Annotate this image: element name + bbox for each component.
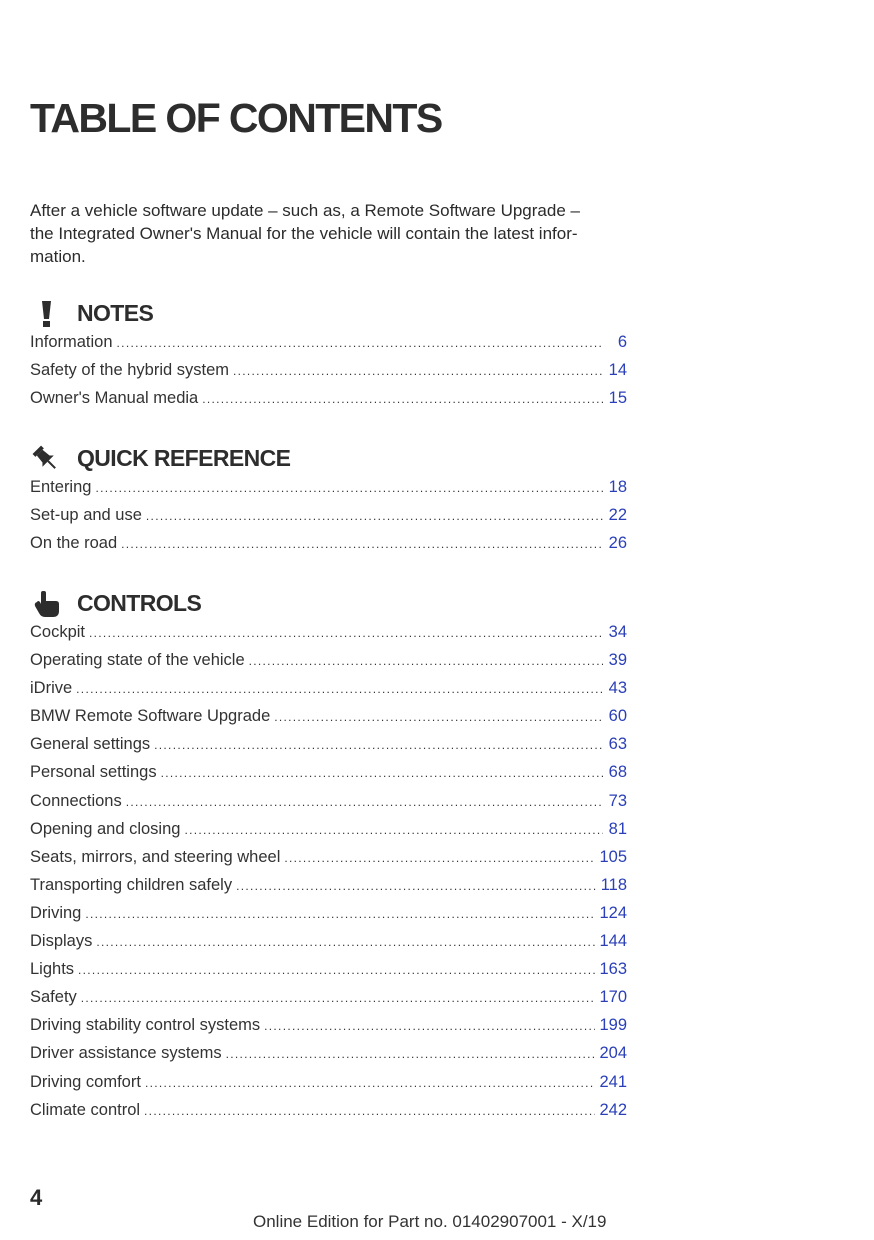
dot-leader — [284, 851, 595, 865]
dot-leader — [144, 1104, 595, 1118]
toc-entry-label: Driving — [30, 903, 82, 922]
toc-page-link[interactable]: 22 — [608, 506, 627, 525]
dot-leader — [146, 509, 603, 523]
dot-leader — [85, 907, 595, 921]
dot-leader — [126, 795, 603, 809]
toc-entry[interactable] — [30, 1016, 627, 1044]
toc-entry[interactable] — [30, 1101, 627, 1129]
toc-entry[interactable] — [30, 1073, 627, 1101]
toc-entry-label: BMW Remote Software Upgrade — [30, 707, 271, 726]
dot-leader — [121, 537, 603, 551]
toc-entry-label: Transporting children safely — [30, 875, 233, 894]
toc-entry-label: iDrive — [30, 679, 73, 698]
toc-entry-label: Driving comfort — [30, 1072, 141, 1091]
dot-leader — [161, 766, 603, 780]
toc-page-link[interactable]: 15 — [608, 389, 627, 408]
toc-entry-label: Connections — [30, 791, 122, 810]
toc-page-link[interactable]: 18 — [608, 478, 627, 496]
section-title: CONTROLS — [77, 590, 202, 616]
toc-entry[interactable] — [30, 361, 627, 389]
toc-page-link[interactable]: 241 — [599, 1072, 627, 1091]
toc-entry-label: Set-up and use — [30, 506, 142, 525]
dot-leader — [184, 823, 603, 837]
pointing-hand-icon — [30, 590, 66, 618]
toc-entry[interactable] — [30, 848, 627, 876]
toc-entry[interactable] — [30, 904, 627, 932]
dot-leader — [226, 1047, 596, 1061]
toc-list — [30, 333, 627, 417]
toc-page-link[interactable]: 199 — [599, 1016, 627, 1035]
toc-entry[interactable] — [30, 679, 627, 707]
toc-entry[interactable] — [30, 707, 627, 735]
section-title: QUICK REFERENCE — [77, 445, 291, 471]
toc-entry[interactable] — [30, 623, 627, 651]
toc-page-link[interactable]: 144 — [599, 932, 627, 951]
toc-entry[interactable] — [30, 763, 627, 791]
toc-entry[interactable] — [30, 651, 627, 679]
dot-leader — [233, 364, 603, 378]
dot-leader — [78, 963, 595, 977]
toc-entry[interactable] — [30, 792, 627, 820]
toc-entry[interactable] — [30, 1044, 627, 1072]
toc-page-link[interactable]: 118 — [600, 875, 627, 894]
pushpin-icon — [30, 445, 66, 473]
toc-entry-label: Displays — [30, 932, 93, 951]
toc-page-link[interactable]: 34 — [608, 623, 627, 641]
toc-entry-label: Operating state of the vehicle — [30, 651, 245, 670]
toc-entry-label: General settings — [30, 735, 151, 754]
toc-page-link[interactable]: 39 — [608, 651, 627, 670]
toc-entry-label: Owner's Manual media — [30, 389, 199, 408]
toc-page-link[interactable]: 68 — [608, 763, 627, 782]
toc-entry[interactable] — [30, 333, 627, 361]
intro-line: mation. — [30, 247, 86, 266]
section-header — [30, 300, 627, 328]
toc-page-link[interactable]: 26 — [608, 534, 627, 553]
page-title: TABLE OF CONTENTS — [30, 95, 442, 141]
dot-leader — [96, 935, 595, 949]
toc-entry[interactable] — [30, 735, 627, 763]
toc-entry[interactable] — [30, 506, 627, 534]
toc-entry-label: Safety — [30, 988, 77, 1007]
toc-page-link[interactable]: 63 — [608, 735, 627, 754]
dot-leader — [76, 682, 603, 696]
toc-page-link[interactable]: 6 — [617, 333, 627, 351]
toc-entry[interactable] — [30, 876, 627, 904]
toc-page-link[interactable]: 14 — [608, 361, 627, 380]
toc-entry-label: Cockpit — [30, 623, 86, 641]
toc-entry-label: Safety of the hybrid system — [30, 361, 230, 380]
page-number: 4 — [30, 1185, 43, 1210]
toc-page-link[interactable]: 124 — [599, 903, 627, 922]
toc-entry-label: Seats, mirrors, and steering wheel — [30, 847, 281, 866]
toc-entry-label: Entering — [30, 478, 92, 496]
dot-leader — [95, 481, 603, 495]
section-controls — [30, 590, 627, 1129]
intro-line: the Integrated Owner's Manual for the vehicle will contain the latest infor- — [30, 224, 578, 243]
section-title: NOTES — [77, 300, 154, 326]
toc-entry-label: Information — [30, 333, 113, 351]
toc-entry-label: On the road — [30, 534, 118, 553]
dot-leader — [145, 1076, 596, 1090]
dot-leader — [202, 392, 603, 406]
toc-entry[interactable] — [30, 534, 627, 562]
section-header — [30, 590, 627, 618]
toc-entry[interactable] — [30, 389, 627, 417]
toc-page-link[interactable]: 60 — [608, 707, 627, 726]
toc-list — [30, 478, 627, 562]
section-header — [30, 445, 627, 473]
toc-entry-label: Personal settings — [30, 763, 157, 782]
footer-edition-note: Online Edition for Part no. 01402907001 - X/19 — [253, 1212, 607, 1231]
toc-entry[interactable] — [30, 820, 627, 848]
exclamation-icon — [30, 300, 66, 328]
section-notes — [30, 300, 627, 417]
toc-entry-label: Climate control — [30, 1100, 141, 1119]
toc-entry[interactable] — [30, 960, 627, 988]
toc-page-link[interactable]: 242 — [599, 1100, 627, 1119]
intro-paragraph — [30, 199, 630, 268]
toc-list — [30, 623, 627, 1129]
toc-entry-label: Driver assistance systems — [30, 1044, 222, 1063]
toc-page-link[interactable]: 163 — [599, 960, 627, 979]
toc-entry-label: Opening and closing — [30, 819, 181, 838]
dot-leader — [236, 879, 597, 893]
toc-page-link[interactable]: 105 — [599, 847, 627, 866]
toc-entry-label: Driving stability control systems — [30, 1016, 261, 1035]
dot-leader — [264, 1019, 595, 1033]
toc-entry[interactable] — [30, 478, 627, 506]
dot-leader — [89, 626, 603, 640]
toc-page-link[interactable]: 73 — [608, 791, 627, 810]
dot-leader — [154, 738, 603, 752]
dot-leader — [249, 654, 603, 668]
toc-page-link[interactable]: 170 — [599, 988, 627, 1007]
intro-line: After a vehicle software update – such as, a Remote Software Upgrade – — [30, 201, 580, 220]
dot-leader — [274, 710, 603, 724]
dot-leader — [81, 991, 596, 1005]
dot-leader — [117, 336, 603, 350]
toc-page-link[interactable]: 43 — [608, 679, 627, 698]
toc-page-link[interactable]: 81 — [608, 819, 627, 838]
toc-entry-label: Lights — [30, 960, 75, 979]
section-quick-reference — [30, 445, 627, 562]
toc-entry[interactable] — [30, 932, 627, 960]
toc-page-link[interactable]: 204 — [599, 1044, 627, 1063]
toc-entry[interactable] — [30, 988, 627, 1016]
